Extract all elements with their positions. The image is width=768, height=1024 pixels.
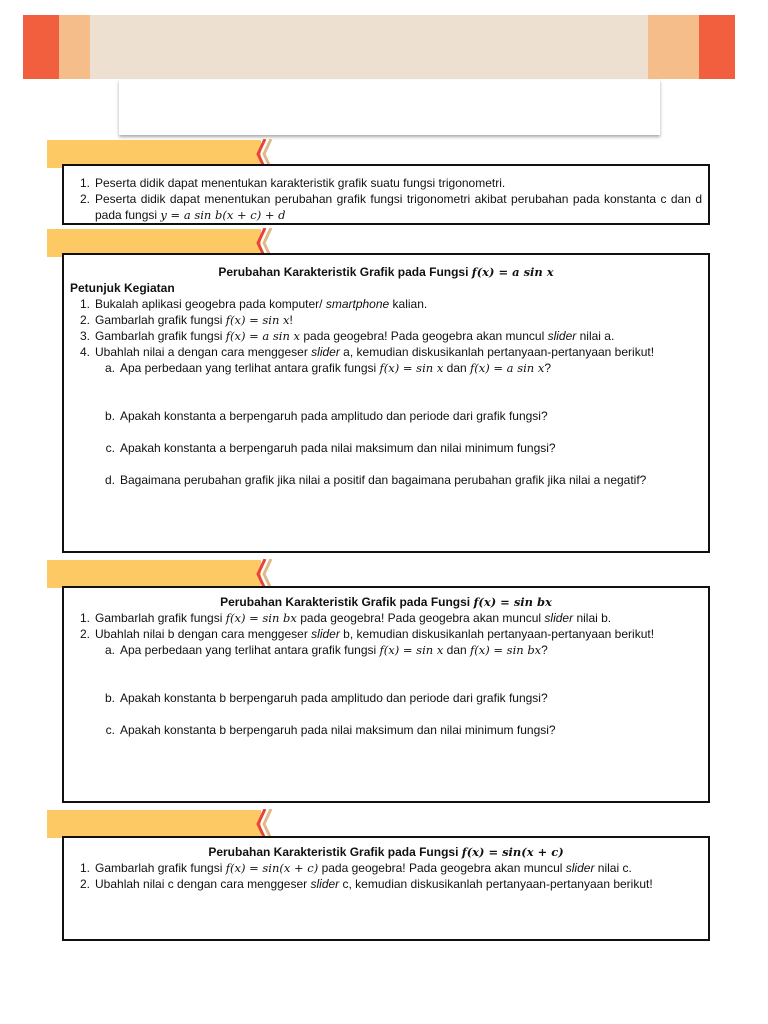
item-number: 1. bbox=[79, 611, 90, 625]
item-text: Apa perbedaan yang terlihat antara grafik fungsi bbox=[120, 643, 380, 657]
item-text: Gambarlah grafik fungsi bbox=[95, 313, 226, 327]
item-text: Apa perbedaan yang terlihat antara grafik fungsi bbox=[120, 361, 380, 375]
item-number: b. bbox=[104, 409, 115, 423]
formula: f(x) = sin x bbox=[379, 361, 444, 375]
question-item bbox=[70, 440, 702, 456]
item-text: c, kemudian diskusikanlah pertanyaan-pertanyaan berikut! bbox=[339, 877, 653, 891]
item-number: 2. bbox=[79, 313, 90, 327]
formula: f(x) = sin(x + c) bbox=[461, 845, 564, 859]
item-number: a. bbox=[104, 643, 115, 657]
formula: f(x) = sin x bbox=[225, 313, 290, 327]
question-item bbox=[70, 722, 702, 738]
item-text-italic: slider bbox=[311, 627, 340, 641]
item-text: ? bbox=[544, 361, 552, 375]
item-number: 1. bbox=[79, 861, 90, 875]
item-text: pada geogebra! Pada geogebra akan muncul bbox=[296, 611, 545, 625]
activity-box-c bbox=[62, 836, 710, 941]
title-box bbox=[119, 80, 660, 135]
list-item bbox=[70, 296, 702, 312]
section-tab-4 bbox=[47, 810, 261, 838]
header-banner bbox=[23, 15, 735, 79]
item-text: Ubahlah nilai c dengan cara menggeser bbox=[95, 877, 311, 891]
objectives-box bbox=[62, 164, 710, 225]
formula: f(x) = a sin x bbox=[470, 361, 545, 375]
list-item bbox=[70, 610, 702, 626]
item-text: kalian. bbox=[389, 297, 428, 311]
section-title bbox=[70, 594, 702, 610]
formula: f(x) = a sin x bbox=[225, 329, 301, 343]
item-text: Gambarlah grafik fungsi bbox=[95, 861, 226, 875]
item-text: a, kemudian diskusikanlah pertanyaan-pertanyaan berikut! bbox=[339, 345, 655, 359]
list-item bbox=[70, 175, 702, 191]
section-tab-3 bbox=[47, 560, 261, 588]
item-text: ! bbox=[289, 313, 293, 327]
item-number: 2. bbox=[79, 627, 90, 641]
item-text-italic: slider bbox=[310, 877, 340, 891]
item-text-italic: slider bbox=[565, 861, 595, 875]
item-text: Ubahlah nilai a dengan cara menggeser bbox=[95, 345, 312, 359]
title-text: Perubahan Karakteristik Grafik pada Fungsi bbox=[218, 265, 472, 279]
item-number: b. bbox=[104, 691, 115, 705]
formula: f(x) = a sin x bbox=[471, 265, 554, 279]
item-number: 1. bbox=[79, 297, 90, 311]
item-text: pada geogebra! Pada geogebra akan muncul bbox=[318, 861, 566, 875]
list-item bbox=[70, 312, 702, 328]
chevron-icon bbox=[255, 809, 277, 839]
list-item bbox=[70, 860, 702, 876]
item-number: 3. bbox=[79, 329, 90, 343]
title-text: Perubahan Karakteristik Grafik pada Fungsi bbox=[220, 595, 474, 609]
item-text-italic: slider bbox=[547, 329, 577, 343]
question-item bbox=[70, 408, 702, 424]
question-item bbox=[70, 360, 702, 376]
item-text: Apakah konstanta b berpengaruh pada amplitudo dan periode dari grafik fungsi? bbox=[120, 691, 548, 705]
item-text: Peserta didik dapat menentukan karakteristik grafik suatu fungsi trigonometri. bbox=[95, 176, 506, 190]
title-text: Perubahan Karakteristik Grafik pada Fungsi bbox=[208, 845, 462, 859]
item-text: Ubahlah nilai b dengan cara menggeser bbox=[95, 627, 312, 641]
formula: f(x) = sin(x + c) bbox=[225, 861, 319, 875]
section-heading: Petunjuk Kegiatan bbox=[70, 281, 175, 295]
chevron-icon bbox=[255, 559, 277, 589]
question-item bbox=[70, 690, 702, 706]
item-text: Bukalah aplikasi geogebra pada komputer/ bbox=[95, 297, 326, 311]
item-number: c. bbox=[105, 723, 115, 737]
item-text-italic: smartphone bbox=[325, 297, 390, 311]
activity-box-b bbox=[62, 586, 710, 803]
item-text: nilai a. bbox=[576, 329, 615, 343]
formula: f(x) = sin bx bbox=[473, 595, 552, 609]
item-text: dan bbox=[443, 643, 471, 657]
item-text: nilai c. bbox=[594, 861, 632, 875]
formula: f(x) = sin bx bbox=[470, 643, 542, 657]
list-item bbox=[70, 876, 702, 892]
item-number: 4. bbox=[79, 345, 90, 359]
formula: y = a sin b(x + c) + d bbox=[160, 208, 286, 222]
formula: f(x) = sin bx bbox=[225, 611, 297, 625]
item-text: Apakah konstanta b berpengaruh pada nilai maksimum dan nilai minimum fungsi? bbox=[120, 723, 556, 737]
question-item bbox=[70, 642, 702, 658]
item-number: 1. bbox=[79, 176, 90, 190]
item-text: pada geogebra! Pada geogebra akan muncul bbox=[300, 329, 548, 343]
list-item bbox=[70, 191, 702, 223]
item-number: d. bbox=[104, 473, 115, 487]
item-text: Gambarlah grafik fungsi bbox=[95, 611, 226, 625]
item-text: ? bbox=[541, 643, 548, 657]
formula: f(x) = sin x bbox=[379, 643, 444, 657]
list-item bbox=[70, 328, 702, 344]
item-text: Apakah konstanta a berpengaruh pada amplitudo dan periode dari grafik fungsi? bbox=[120, 409, 548, 423]
item-text: Apakah konstanta a berpengaruh pada nilai maksimum dan nilai minimum fungsi? bbox=[120, 441, 556, 455]
list-item bbox=[70, 626, 702, 642]
item-text: dan bbox=[443, 361, 471, 375]
item-number: c. bbox=[105, 441, 115, 455]
item-number: 2. bbox=[79, 877, 90, 891]
item-text: Bagaimana perubahan grafik jika nilai a positif dan bagaimana perubahan grafik jika nilai a negatif? bbox=[120, 473, 647, 487]
item-text: b, kemudian diskusikanlah pertanyaan-pertanyaan berikut! bbox=[339, 627, 655, 641]
item-number: 2. bbox=[79, 192, 90, 206]
item-text: nilai b. bbox=[573, 611, 612, 625]
item-text-italic: slider bbox=[311, 345, 340, 359]
item-text-italic: slider bbox=[544, 611, 574, 625]
item-text: Gambarlah grafik fungsi bbox=[95, 329, 226, 343]
item-number: a. bbox=[104, 361, 115, 375]
question-item bbox=[70, 472, 702, 488]
section-title bbox=[70, 264, 702, 280]
section-title bbox=[70, 844, 702, 860]
list-item bbox=[70, 344, 702, 360]
activity-box-a bbox=[62, 253, 710, 553]
item-text: Peserta didik dapat menentukan perubahan grafik fungsi trigonometri akibat perubahan pada konstanta c dan d pada fungsi bbox=[95, 192, 702, 222]
